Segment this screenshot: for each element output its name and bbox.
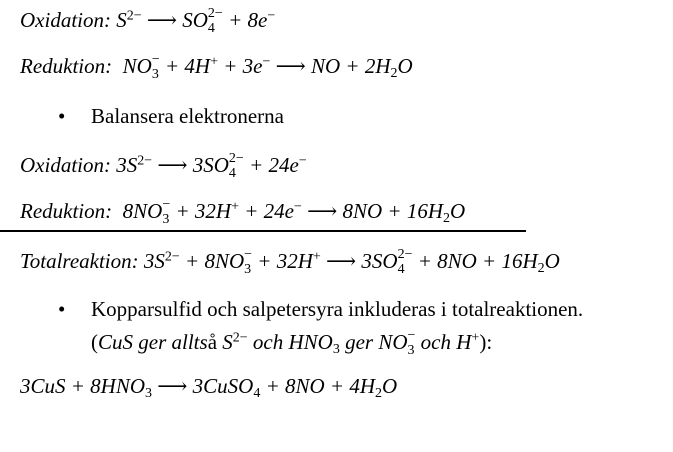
reduction-half-reaction-1 [20,52,413,81]
nitrate-ion: 8NO − 3 [122,197,171,227]
reactants-term: $3CuS + 8HNO_3$ [20,374,153,402]
reaction-arrow: ⟶ [157,374,188,398]
reaction-arrow: ⟶ [307,199,338,223]
reaction-arrow: ⟶ [326,249,357,273]
bullet-text: Balansera elektronerna [91,104,284,128]
oxidation-half-reaction-balanced [20,151,307,180]
sulfate-ion: 3SO 2− 4 [361,247,413,277]
reaction-arrow: ⟶ [157,153,188,177]
sulfide-ion: $3S^{2-}$ [143,249,180,273]
math-text: CuS ger allts [98,330,208,354]
sulfate-ion: SO 2− 4 [182,6,223,36]
hydrogen-ion-term: och H+ [420,330,480,354]
nitrate-ion: ger NO − 3 [345,328,416,358]
reduction-label: Reduktion: [20,199,113,223]
oxidation-label: Oxidation: [20,153,111,177]
bullet-icon: • [58,297,66,321]
sulfate-ion: 3SO 2− 4 [192,151,244,181]
sulfide-ion: $S^{2-}$ [222,330,248,354]
nitric-acid-term: och $HNO_3$ [252,330,340,358]
electrons-term: + 24e− [249,153,307,177]
summation-rule [0,230,526,232]
electrons-term: + 24e− [244,199,302,223]
total-reaction-label: Totalreaktion: [20,249,139,273]
sulfide-ion: $S^{2-}$ [116,8,142,32]
bullet-text: Kopparsulfid och salpetersyra inkluderas i totalreaktionen. [91,297,584,321]
bullet-item-include [58,295,583,323]
products-term: + $8NO + 4H_2O$ [265,374,398,402]
hydrogen-ion-term: + 32H+ [257,249,321,273]
reduction-half-reaction-balanced [20,197,465,226]
nitrate-ion: + 8NO − 3 [185,247,253,277]
bullet-item-include-continuation: (CuS ger alltså $S^{2-}$ och $HNO_3$ ger NO − 3 och H+): [91,328,493,358]
reduction-label: Reduktion: [20,54,113,78]
hydrogen-ion-term: + 4H+ [164,54,218,78]
products-term: $8NO + 16H_2O$ [342,199,466,227]
electrons-term: + 3e− [223,54,271,78]
final-equation [20,372,397,400]
hydrogen-ion-term: + 32H+ [175,199,239,223]
bullet-icon: • [58,104,66,128]
reaction-arrow: ⟶ [275,54,306,78]
products-term: + $8NO + 16H_2O$ [417,249,560,277]
bullet-item-balance [58,102,284,130]
sulfide-ion: $3S^{2-}$ [116,153,153,177]
oxidation-half-reaction-1 [20,6,275,35]
plain-text: å [207,330,218,354]
reaction-arrow: ⟶ [146,8,177,32]
nitrate-ion: NO − 3 [122,52,160,82]
oxidation-label: Oxidation: [20,8,111,32]
electrons-term: + 8e− [228,8,276,32]
copper-sulfate-term: 3CuSO$_4$ [192,374,261,402]
total-reaction [20,247,560,276]
products-term: NO + $2H_2O$ [311,54,413,82]
